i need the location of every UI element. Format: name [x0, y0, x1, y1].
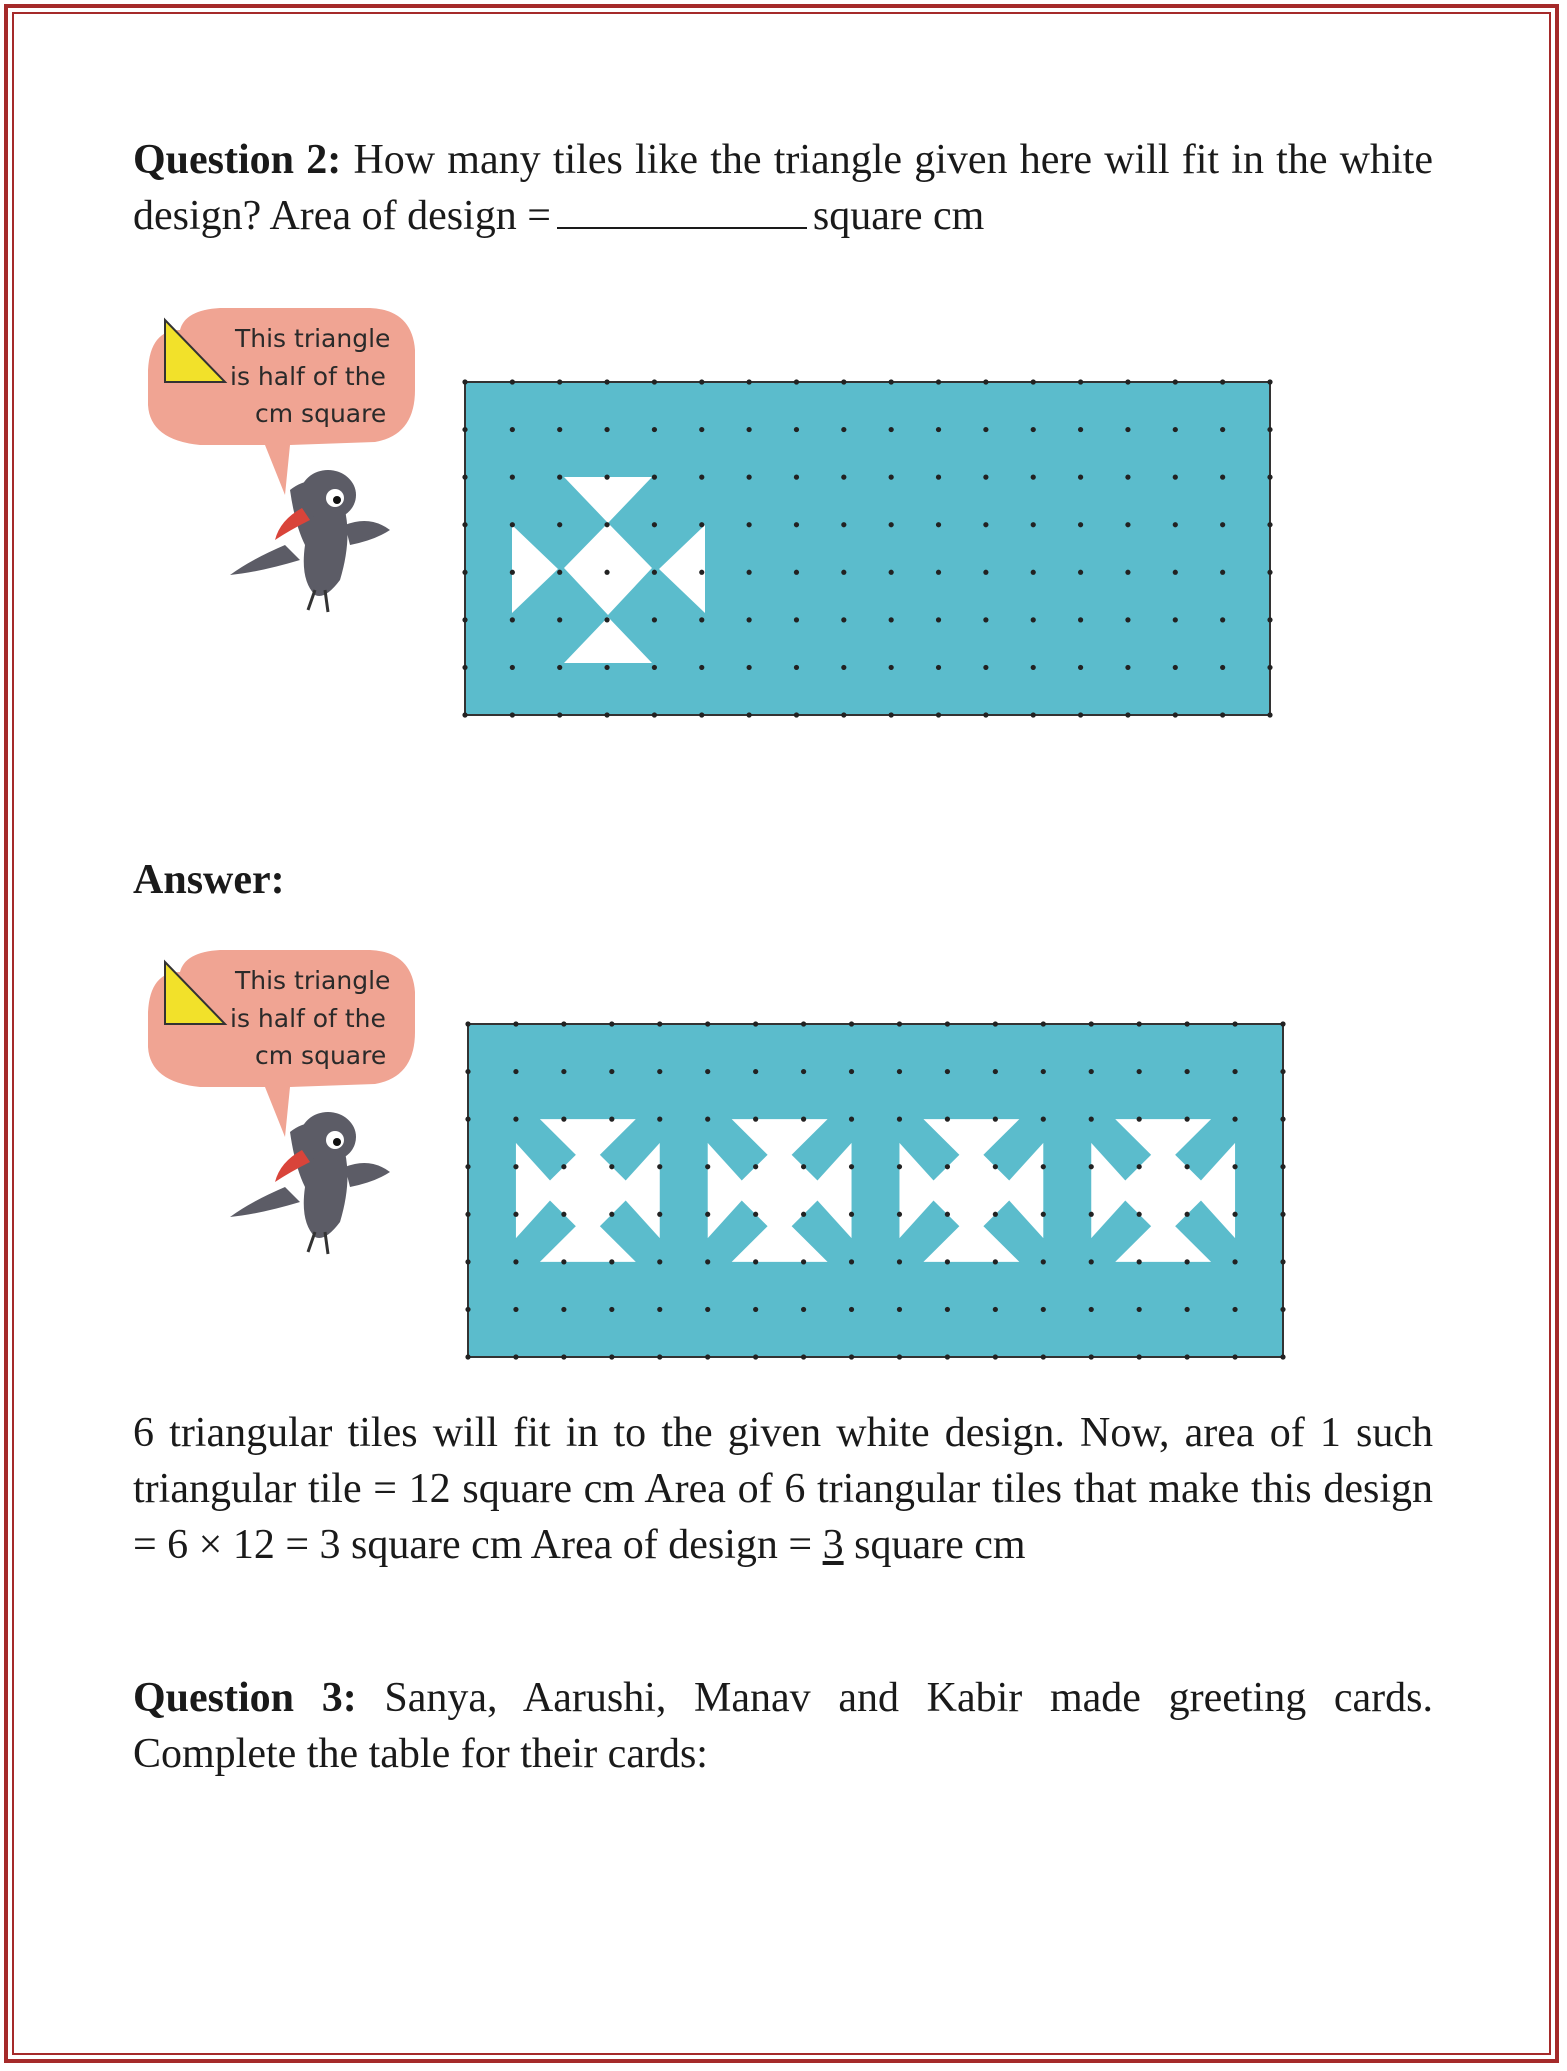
answer-value: 3 [822, 1522, 844, 1568]
question-3-paragraph [133, 1670, 1433, 1782]
bubble-line-1: This triangle [235, 966, 391, 995]
bubble-line-1: This triangle [235, 324, 391, 353]
question-3-label: Question 3: [133, 1675, 357, 1721]
bubble-line-2: is half of the [230, 362, 386, 391]
crow-icon [230, 470, 390, 612]
bubble-line-2: is half of the [230, 1004, 386, 1033]
crow-icon [230, 1112, 390, 1254]
question-2-paragraph [133, 132, 1433, 244]
bubble-line-3: cm square [255, 399, 387, 428]
hint-bubble [148, 950, 415, 1137]
dot-grid-design [462, 379, 1272, 717]
answer-unit: square cm [843, 1522, 1026, 1568]
question-3-text: Sanya, Aarushi, Manav and Kabir made greeting cards. Complete the table for their cards: [133, 1675, 1434, 1777]
dot-grid-design-tiled [465, 1021, 1285, 1359]
question-2-unit: square cm [812, 193, 985, 239]
answer-label: Answer: [133, 857, 285, 903]
question-2-label: Question 2: [133, 137, 342, 183]
question-2-text: How many tiles like the triangle given here will fit in the white design? Area of design = [133, 137, 1433, 239]
bubble-line-3: cm square [255, 1041, 387, 1070]
question-2-figure [140, 290, 1290, 730]
answer-figure [140, 932, 1290, 1372]
answer-text: 6 triangular tiles will fit in to the given white design. Now, area of 1 such triangular tile = 12 square cm Area of 6 triangular tiles that make this design = 6 × 12 = 3 square cm Area of design = [133, 1410, 1433, 1568]
answer-blank [557, 193, 807, 229]
hint-bubble [148, 308, 415, 495]
answer-paragraph [133, 1405, 1433, 1573]
